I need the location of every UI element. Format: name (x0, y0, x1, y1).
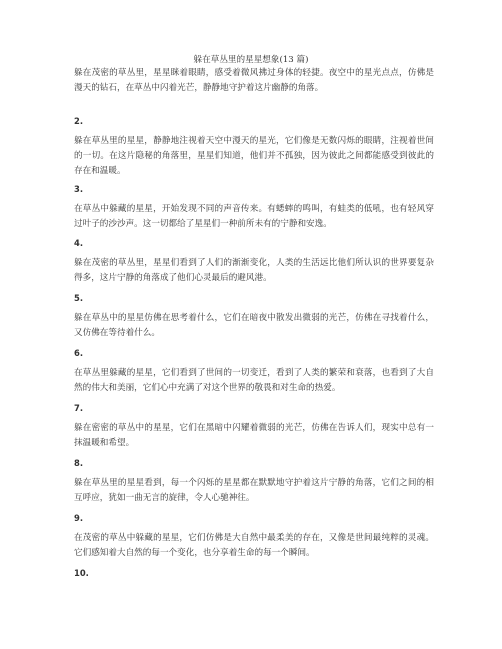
paragraph-2: 躲在草丛里的星星，静静地注视着天空中漫天的星光，它们像是无数闪烁的眼睛，注视着世间的一切。在这片隐秘的角落里，星星们知道，他们并不孤独，因为彼此之间都能感受到彼此的存在和温暖。 (74, 136, 434, 176)
section-number-6: 6. (74, 348, 84, 358)
paragraph-4: 躲在茂密的草丛里，星星们看到了人们的渐渐变化，人类的生活远比他们所认识的世界要复杂得多，这片宁静的角落成了他们心灵最后的避风港。 (74, 258, 434, 283)
section-number-4: 4. (74, 238, 84, 248)
section-number-8: 8. (74, 458, 84, 468)
section-number-3: 3. (74, 184, 84, 194)
section-number-7: 7. (74, 403, 84, 413)
section-number-5: 5. (74, 293, 84, 303)
paragraph-6: 在草丛里躲藏的星星，它们看到了世间的一切变迁，看到了人类的繁荣和衰落，也看到了大自然的伟大和美丽，它们心中充满了对这个世界的敬畏和对生命的热爱。 (74, 368, 434, 393)
section-number-10: 10. (74, 568, 89, 578)
paragraph-9: 在茂密的草丛中躲藏的星星，它们仿佛是大自然中最柔美的存在，又像是世间最纯粹的灵魂。它们感知着大自然的每一个变化，也分享着生命的每一个瞬间。 (74, 533, 434, 558)
paragraph-3: 在草丛中躲藏的星星，开始发现不同的声音传来。有蟋蟀的鸣叫，有蛙类的低吼，也有轻风穿过叶子的沙沙声。这一切都给了星星们一种前所未有的宁静和安逸。 (74, 204, 434, 229)
paragraph-7: 躲在密密的草丛中的星星，它们在黑暗中闪耀着微弱的光芒，仿佛在告诉人们，现实中总有一抹温暖和希望。 (74, 423, 434, 448)
paragraph-8: 躲在草丛里的星星看到，每一个闪烁的星星都在默默地守护着这片宁静的角落，它们之间的相互呼应，犹如一曲无言的旋律，令人心驰神往。 (74, 478, 434, 503)
section-number-2: 2. (74, 116, 84, 126)
paragraph-5: 躲在草丛中的星星仿佛在思考着什么，它们在暗夜中散发出微弱的光芒，仿佛在寻找着什么，又仿佛在等待着什么。 (74, 313, 434, 338)
section-number-9: 9. (74, 513, 84, 523)
paragraph-1: 躲在茂密的草丛里，星星眯着眼睛，感受着微风拂过身体的轻捷。夜空中的星光点点，仿佛是漫天的钻石，在草丛中闪着光芒，静静地守护着这片幽静的角落。 (74, 68, 434, 93)
document-title: 躲在草丛里的星星想象(13 篇) (193, 55, 309, 65)
